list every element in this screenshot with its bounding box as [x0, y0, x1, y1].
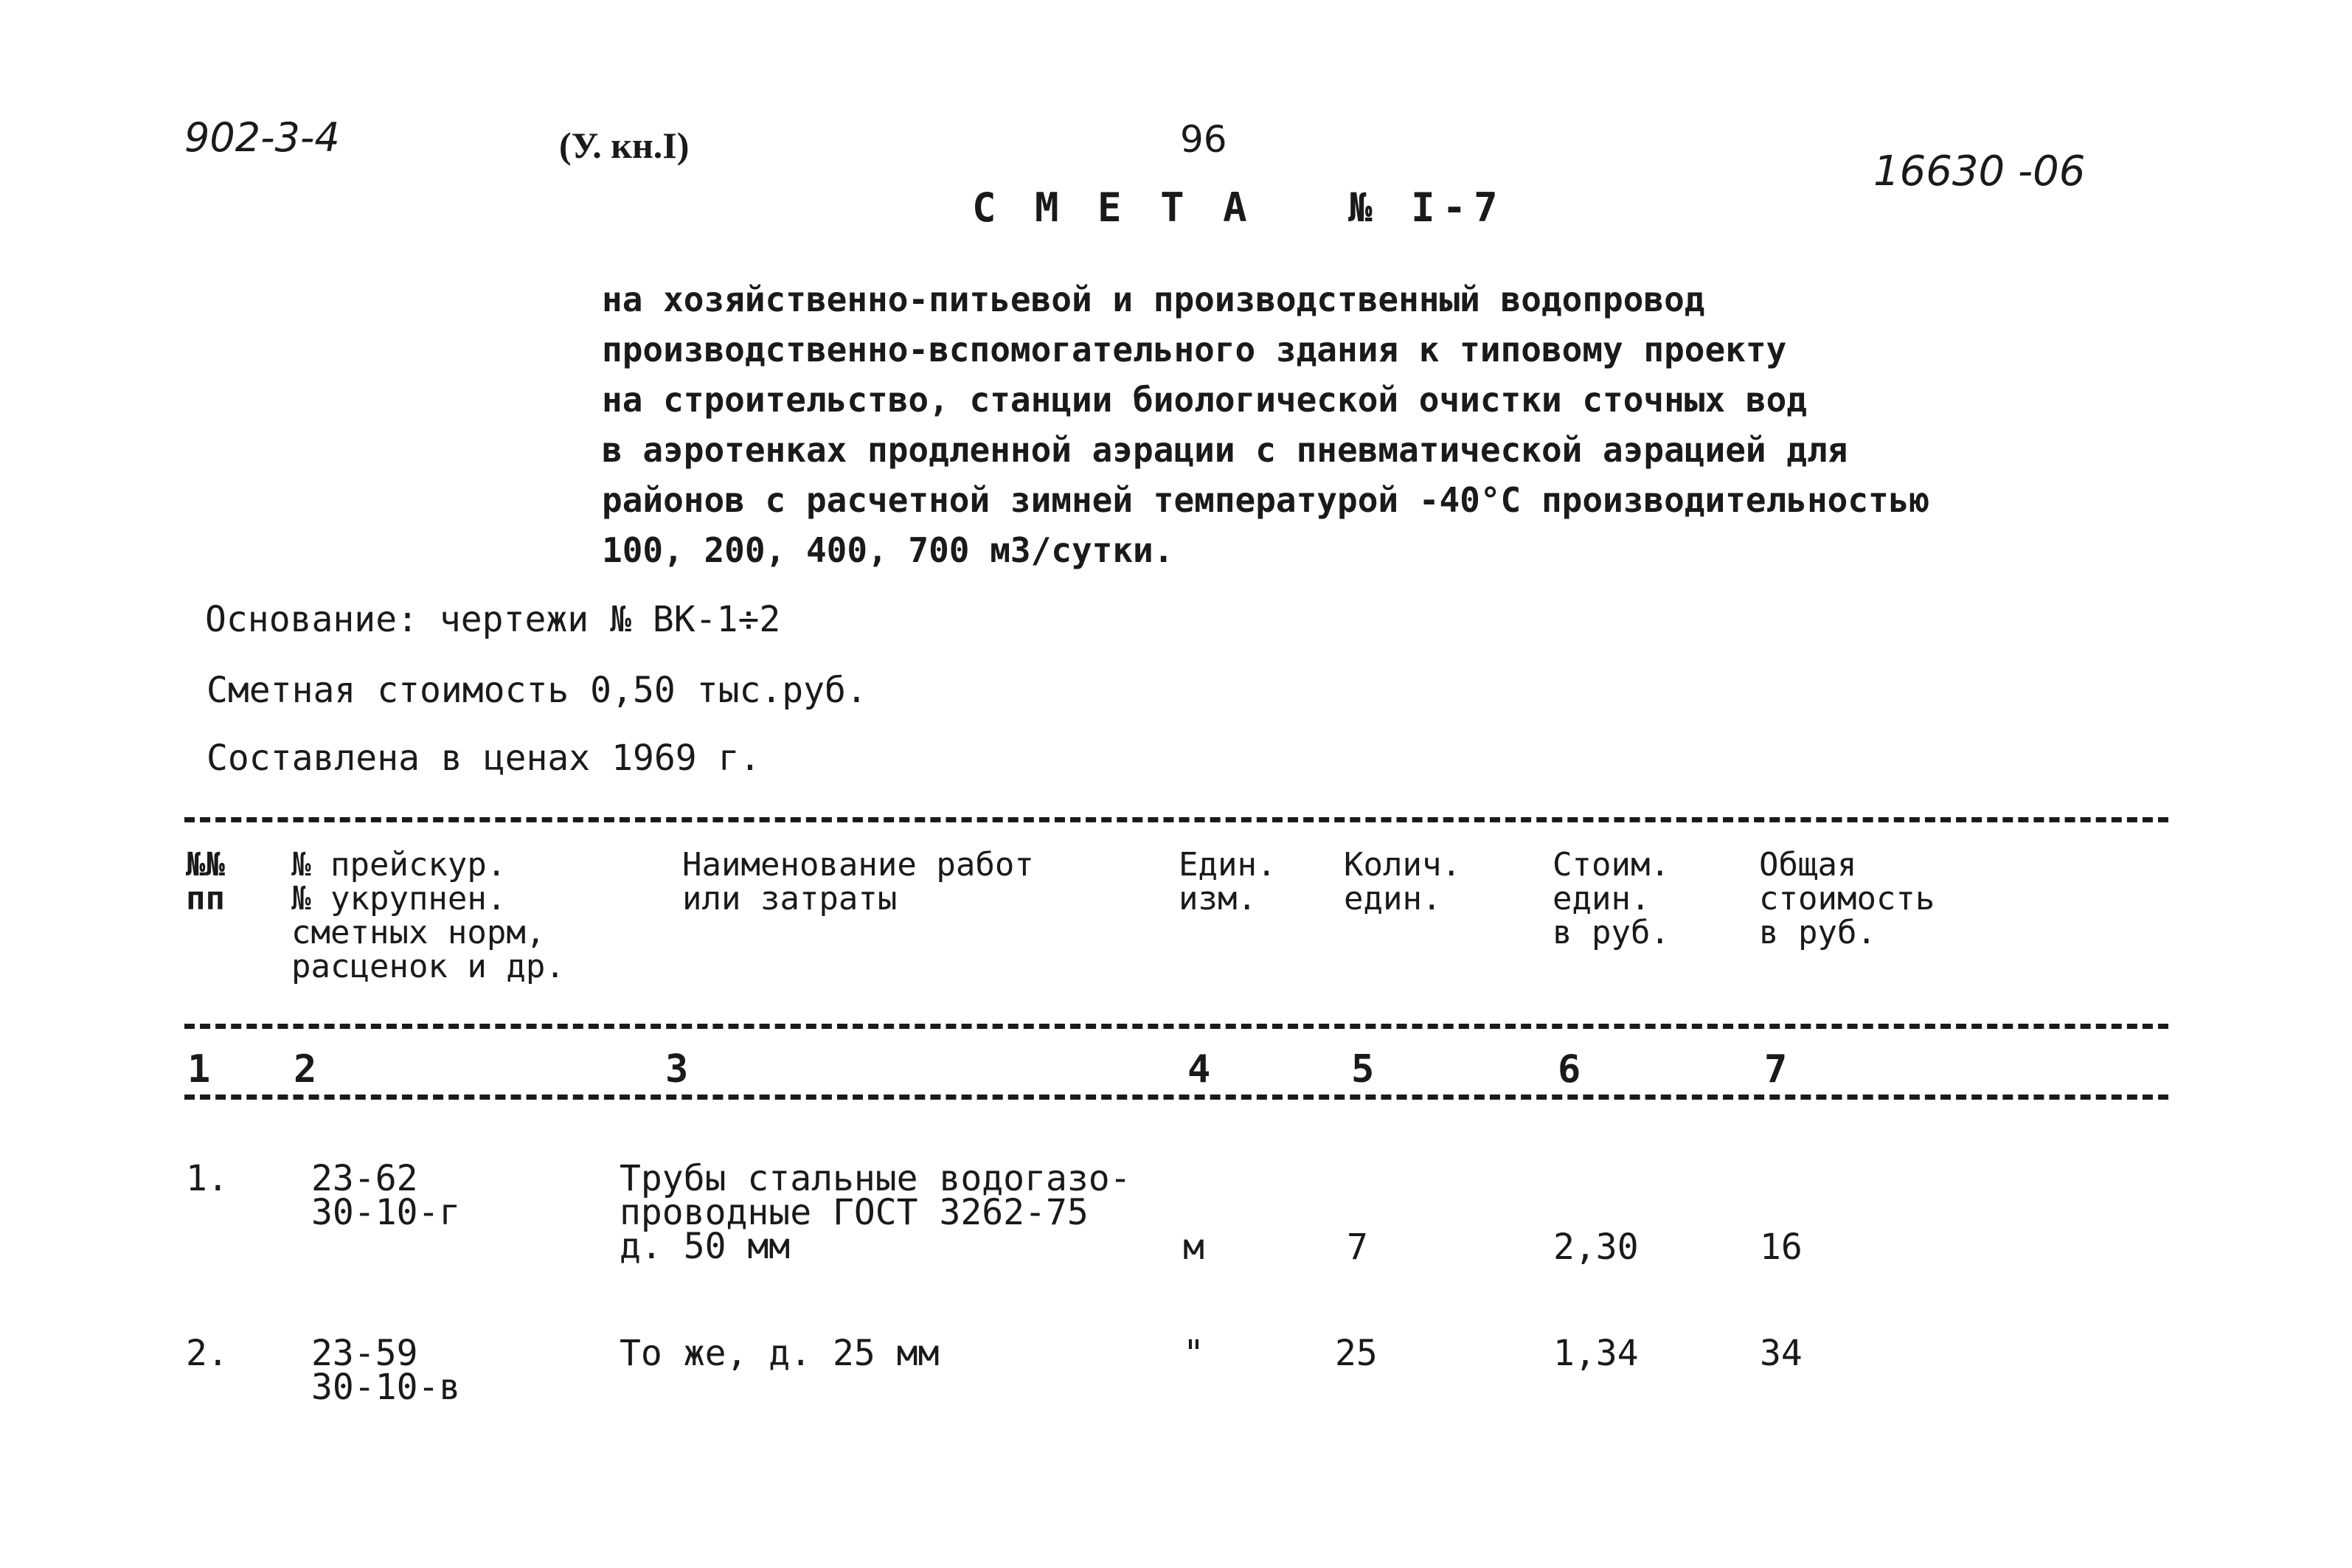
page-number: 96: [1180, 118, 1227, 161]
description-line: на хозяйственно-питьевой и производственный водопровод: [602, 280, 1705, 319]
description-line: производственно-вспомогательного здания к типовому проекту: [602, 330, 1787, 370]
table-row-unit-cost: 1,34: [1553, 1333, 1639, 1374]
column-header-unit-cost: Стоим. един. в руб.: [1553, 846, 1670, 951]
description-line: на строительство, станции биологической очистки сточных вод: [602, 380, 1807, 420]
description-line: районов с расчетной зимней температурой -40°С производительностью: [602, 480, 1930, 520]
table-row-number: 2.: [186, 1333, 229, 1374]
table-row-unit: м: [1183, 1227, 1204, 1268]
column-header-price-ref: № прейскур. № укрупнен. сметных норм, расценок и др.: [291, 846, 565, 985]
column-header-unit: Един. изм.: [1179, 846, 1277, 917]
estimate-title: С М Е Т А № I-7: [972, 184, 1505, 231]
table-row-total: 34: [1760, 1333, 1803, 1374]
column-number-rule: [184, 1095, 2168, 1100]
description-line: в аэротенках продленной аэрации с пневматической аэрацией для: [602, 430, 1848, 470]
prices-year-line: Составлена в ценах 1969 г.: [207, 738, 761, 779]
document-code: 902-3-4: [184, 114, 340, 161]
table-top-rule: [184, 817, 2168, 822]
basis-line: Основание: чертежи № ВК-1÷2: [205, 599, 781, 640]
column-header-number: №№ пп: [186, 846, 225, 917]
table-row-quantity: 25: [1335, 1333, 1378, 1374]
estimated-cost-line: Сметная стоимость 0,50 тыс.руб.: [207, 670, 867, 711]
table-row-name: Трубы стальные водогазо- проводные ГОСТ 3262-75 д. 50 мм: [620, 1158, 1131, 1267]
column-number: 6: [1553, 1047, 1585, 1092]
table-header-rule: [184, 1024, 2168, 1029]
column-header-work-name: Наименование работ или затраты: [682, 846, 1034, 917]
table-row-total: 16: [1760, 1227, 1803, 1268]
description-line: 100, 200, 400, 700 м3/сутки.: [602, 530, 1174, 570]
column-number: 1: [183, 1047, 215, 1092]
column-header-quantity: Колич. един.: [1344, 846, 1461, 917]
column-number: 5: [1347, 1047, 1378, 1092]
column-number: 2: [289, 1047, 321, 1092]
column-number: 3: [661, 1047, 693, 1092]
table-row-unit-cost: 2,30: [1553, 1227, 1639, 1268]
table-row-unit: ": [1183, 1333, 1204, 1374]
column-header-total-cost: Общая стоимость в руб.: [1759, 846, 1935, 951]
table-row-quantity: 7: [1347, 1227, 1368, 1268]
column-number: 7: [1760, 1047, 1791, 1092]
estimate-description: [602, 274, 1929, 575]
table-row-number: 1.: [186, 1158, 229, 1199]
archive-number: 16630 -06: [1873, 148, 2086, 195]
column-number: 4: [1183, 1047, 1215, 1092]
table-row-code: 23-62 30-10-г: [311, 1158, 461, 1233]
table-row-name: То же, д. 25 мм: [620, 1333, 940, 1374]
book-reference: (У. кн.I): [559, 125, 690, 166]
table-row-code: 23-59 30-10-в: [311, 1333, 461, 1408]
